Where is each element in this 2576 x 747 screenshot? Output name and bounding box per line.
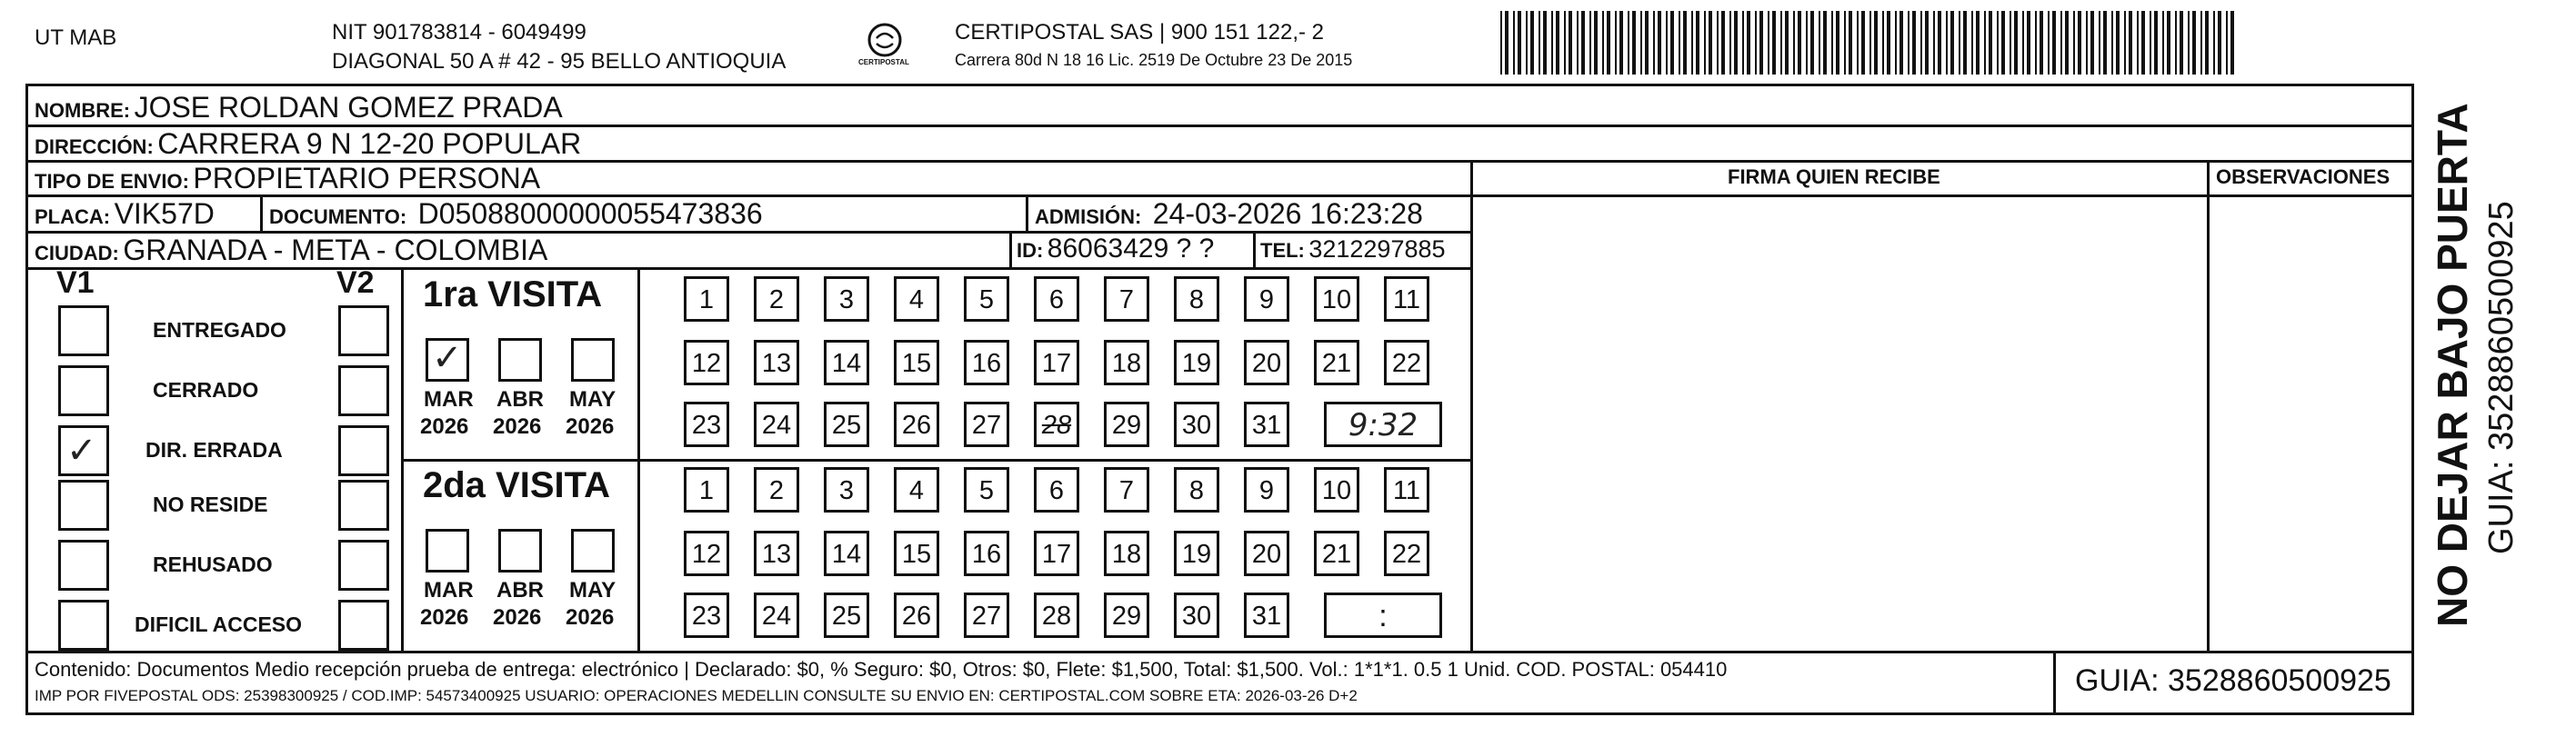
ciudad-row <box>35 234 547 267</box>
day-box[interactable]: 4 <box>894 276 939 322</box>
barcode-bar <box>1908 11 1909 75</box>
barcode-bar <box>1861 11 1865 75</box>
barcode-bar <box>2188 11 2190 75</box>
company-nit: NIT 901783814 - 6049499 <box>332 20 586 45</box>
id-value: 86063429 ? ? <box>1047 234 1215 264</box>
barcode-bar <box>1772 11 1776 75</box>
barcode-bar <box>1691 11 1693 75</box>
carrier-address: Carrera 80d N 18 16 Lic. 2519 De Octubre 23 De 2015 <box>955 51 1353 69</box>
documento-label: DOCUMENTO: <box>269 205 407 228</box>
barcode-bar <box>1976 11 1980 75</box>
v1-check-mark: ✓ <box>66 430 97 472</box>
barcode-bar <box>2137 11 2139 75</box>
barcode-bar <box>2048 11 2050 75</box>
barcode-bar <box>2078 11 2081 75</box>
month-checkbox[interactable] <box>426 338 469 382</box>
barcode-bar <box>2180 11 2183 75</box>
barcode-bar <box>1569 11 1572 75</box>
barcode-bar <box>1513 11 1515 75</box>
logo-text: CERTIPOSTAL <box>858 58 909 66</box>
barcode-bar <box>1619 11 1623 75</box>
status-option-label: CERRADO <box>153 378 259 402</box>
month-check-mark: ✓ <box>432 337 463 379</box>
ciudad-value: GRANADA - META - COLOMBIA <box>123 234 548 266</box>
barcode-bar <box>1679 11 1680 75</box>
month-checkbox[interactable] <box>571 529 615 573</box>
barcode-bar <box>1717 11 1719 75</box>
barcode-bar <box>1912 11 1916 75</box>
year-label: 2026 <box>493 414 542 439</box>
footer-content: Contenido: Documentos Medio recepción prueba de entrega: electrónico | Declarado: $0, % Seguro: $0, Otros: $0, Flete: $1,500, Total: $1,500. Vol.: 1*1*1. 0.5 1 Unid. COD. POSTAL: 054410 <box>35 658 1728 681</box>
barcode-bar <box>1768 11 1769 75</box>
v1-checkbox[interactable] <box>58 540 109 591</box>
barcode-bar <box>1670 11 1674 75</box>
barcode-bar <box>1989 11 1992 75</box>
status-option-label: ENTREGADO <box>153 318 286 342</box>
barcode-bar <box>1551 11 1553 75</box>
barcode-bar <box>1933 11 1935 75</box>
barcode-bar <box>1882 11 1884 75</box>
barcode-bar <box>2129 11 2132 75</box>
direccion-label: DIRECCIÓN: <box>35 135 154 158</box>
barcode-bar <box>2150 11 2151 75</box>
month-label: ABR <box>496 578 544 603</box>
month-checkbox[interactable] <box>426 529 469 573</box>
second-visit-title: 2da VISITA <box>423 465 610 505</box>
day-box[interactable]: 16 <box>964 340 1009 385</box>
barcode-bar <box>2052 11 2056 75</box>
documento-row <box>269 197 763 231</box>
day-box[interactable]: 26 <box>894 402 939 447</box>
barcode-bar <box>1755 11 1757 75</box>
day-box[interactable]: 7 <box>1104 467 1149 513</box>
barcode-bar <box>1759 11 1763 75</box>
day-box[interactable]: 2 <box>754 276 799 322</box>
month-checkbox[interactable] <box>498 529 542 573</box>
day-box[interactable]: 25 <box>824 402 869 447</box>
barcode-bar <box>1658 11 1661 75</box>
status-option-label: REHUSADO <box>153 553 273 576</box>
day-box[interactable]: 10 <box>1314 467 1359 513</box>
day-box[interactable]: 6 <box>1034 276 1079 322</box>
barcode-bar <box>2154 11 2158 75</box>
day-box[interactable]: 10 <box>1314 276 1359 322</box>
barcode-bar <box>1785 11 1789 75</box>
day-box[interactable]: 21 <box>1314 340 1359 385</box>
nombre-row <box>35 91 563 124</box>
id-label: ID: <box>1017 239 1044 262</box>
v1-checkbox[interactable] <box>58 480 109 531</box>
barcode-bar <box>1696 11 1699 75</box>
year-label: 2026 <box>493 605 542 630</box>
status-option-label: DIR. ERRADA <box>145 438 283 462</box>
month-label: MAR <box>424 578 474 603</box>
month-label: MAY <box>569 387 616 412</box>
barcode-bar <box>1887 11 1890 75</box>
admision-row <box>1035 197 1423 231</box>
day-box[interactable]: 13 <box>754 340 799 385</box>
first-visit-time[interactable]: 9:32 <box>1324 402 1442 447</box>
company-address: DIAGONAL 50 A # 42 - 95 BELLO ANTIOQUIA <box>332 49 787 74</box>
admision-value: 24-03-2026 16:23:28 <box>1152 197 1423 230</box>
footer-print-info: IMP POR FIVEPOSTAL ODS: 25398300925 / COD.IMP: 54573400925 USUARIO: OPERACIONES MEDELLIN CONSULTE SU ENVIO EN: CERTIPOSTAL.COM SOBRE ETA: 2026-03-26 D+2 <box>35 687 1358 704</box>
nombre-value: JOSE ROLDAN GOMEZ PRADA <box>134 91 563 124</box>
barcode-bar <box>2111 11 2113 75</box>
barcode-bar <box>1683 11 1687 75</box>
day-box[interactable]: 17 <box>1034 340 1079 385</box>
barcode-bar <box>1938 11 1941 75</box>
barcode-bar <box>1577 11 1579 75</box>
barcode-bar <box>1729 11 1731 75</box>
tipo-envio-label: TIPO DE ENVIO: <box>35 170 189 193</box>
barcode-bar <box>1645 11 1649 75</box>
day-box[interactable]: 17 <box>1034 531 1079 576</box>
day-box[interactable]: 2 <box>754 467 799 513</box>
day-box[interactable]: 9 <box>1244 467 1289 513</box>
barcode-bar <box>1844 11 1846 75</box>
day-box[interactable]: 23 <box>684 593 729 638</box>
barcode-bar <box>2040 11 2043 75</box>
day-box[interactable]: 23 <box>684 402 729 447</box>
barcode-bar <box>2162 11 2164 75</box>
day-box[interactable]: 22 <box>1384 531 1429 576</box>
day-box[interactable]: 27 <box>964 593 1009 638</box>
barcode-bar <box>1602 11 1604 75</box>
barcode-bar <box>1874 11 1878 75</box>
barcode <box>1500 11 2241 75</box>
v1-checkbox[interactable] <box>58 425 109 476</box>
month-checkbox[interactable] <box>498 338 542 382</box>
day-box[interactable]: 3 <box>824 276 869 322</box>
barcode-bar <box>2124 11 2126 75</box>
barcode-bar <box>2205 11 2209 75</box>
day-box[interactable]: 26 <box>894 593 939 638</box>
barcode-bar <box>2027 11 2030 75</box>
firma-label: FIRMA QUIEN RECIBE <box>1728 165 1940 188</box>
barcode-bar <box>1709 11 1712 75</box>
barcode-bar <box>2022 11 2024 75</box>
placa-label: PLACA: <box>35 205 111 228</box>
placa-value: VIK57D <box>114 197 215 230</box>
barcode-bar <box>2086 11 2088 75</box>
day-box[interactable]: 18 <box>1104 340 1149 385</box>
day-box[interactable]: 18 <box>1104 531 1149 576</box>
barcode-bar <box>2218 11 2221 75</box>
day-box[interactable]: 11 <box>1384 276 1429 322</box>
v1-checkbox[interactable] <box>58 600 109 651</box>
barcode-bar <box>1628 11 1629 75</box>
barcode-bar <box>1742 11 1744 75</box>
ciudad-label: CIUDAD: <box>35 242 119 264</box>
day-box[interactable]: 7 <box>1104 276 1149 322</box>
day-box[interactable]: 6 <box>1034 467 1079 513</box>
day-box[interactable]: 11 <box>1384 467 1429 513</box>
barcode-bar <box>1920 11 1922 75</box>
side-guia: GUIA: 3528860500925 <box>2482 201 2521 554</box>
day-box[interactable]: 31 <box>1244 593 1289 638</box>
day-box[interactable]: 30 <box>1174 593 1219 638</box>
barcode-bar <box>1997 11 1999 75</box>
day-box[interactable]: 24 <box>754 593 799 638</box>
barcode-bar <box>2035 11 2037 75</box>
barcode-bar <box>1946 11 1948 75</box>
direccion-value: CARRERA 9 N 12-20 POPULAR <box>157 127 582 160</box>
barcode-bar <box>1793 11 1795 75</box>
barcode-bar <box>1734 11 1738 75</box>
barcode-bar <box>1747 11 1750 75</box>
barcode-bar <box>1640 11 1642 75</box>
barcode-bar <box>1589 11 1591 75</box>
day-box[interactable]: 13 <box>754 531 799 576</box>
barcode-bar <box>1594 11 1598 75</box>
status-option-label: NO RESIDE <box>153 493 268 516</box>
month-label: MAY <box>569 578 616 603</box>
barcode-bar <box>1556 11 1559 75</box>
v1-checkbox[interactable] <box>58 305 109 356</box>
day-box[interactable]: 12 <box>684 340 729 385</box>
day-box[interactable]: 5 <box>964 467 1009 513</box>
direccion-row <box>35 127 581 161</box>
barcode-bar <box>2010 11 2011 75</box>
barcode-bar <box>2060 11 2062 75</box>
tipo-envio-row <box>35 162 540 195</box>
day-box[interactable]: 12 <box>684 531 729 576</box>
year-label: 2026 <box>566 414 615 439</box>
barcode-bar <box>2167 11 2170 75</box>
month-checkbox[interactable] <box>571 338 615 382</box>
second-visit-time[interactable]: : <box>1324 593 1442 638</box>
v2-label: V2 <box>336 265 375 300</box>
barcode-bar <box>1823 11 1827 75</box>
nombre-label: NOMBRE: <box>35 99 131 122</box>
v2-checkbox[interactable] <box>338 365 389 416</box>
barcode-bar <box>2116 11 2120 75</box>
barcode-bar <box>2141 11 2145 75</box>
barcode-bar <box>1963 11 1967 75</box>
day-box[interactable]: 30 <box>1174 402 1219 447</box>
status-option-label: DIFICIL ACCESO <box>135 613 303 636</box>
barcode-bar <box>2226 11 2228 75</box>
tel-value: 3212297885 <box>1308 235 1446 263</box>
v2-checkbox[interactable] <box>338 425 389 476</box>
day-box[interactable]: 16 <box>964 531 1009 576</box>
barcode-bar <box>1798 11 1801 75</box>
day-box[interactable]: 3 <box>824 467 869 513</box>
barcode-bar <box>1721 11 1725 75</box>
first-visit-title: 1ra VISITA <box>423 274 603 314</box>
tel-label: TEL: <box>1260 239 1305 262</box>
admision-label: ADMISIÓN: <box>1035 205 1142 228</box>
day-box[interactable]: 9 <box>1244 276 1289 322</box>
barcode-bar <box>1704 11 1706 75</box>
barcode-bar <box>2099 11 2100 75</box>
barcode-bar <box>1543 11 1547 75</box>
barcode-bar <box>1806 11 1808 75</box>
barcode-bar <box>2065 11 2069 75</box>
day-box[interactable]: 5 <box>964 276 1009 322</box>
barcode-bar <box>2200 11 2202 75</box>
footer-guia: GUIA: 3528860500925 <box>2075 663 2391 698</box>
barcode-bar <box>1819 11 1820 75</box>
barcode-bar <box>1539 11 1540 75</box>
day-box[interactable]: 27 <box>964 402 1009 447</box>
barcode-bar <box>1857 11 1859 75</box>
tel-row <box>1260 235 1446 264</box>
barcode-bar <box>1984 11 1986 75</box>
tipo-envio-value: PROPIETARIO PERSONA <box>193 162 541 194</box>
barcode-bar <box>1971 11 1973 75</box>
day-box[interactable]: 24 <box>754 402 799 447</box>
barcode-bar <box>1530 11 1534 75</box>
barcode-bar <box>1895 11 1897 75</box>
v2-checkbox[interactable] <box>338 305 389 356</box>
side-warning: NO DEJAR BAJO PUERTA <box>2429 103 2476 627</box>
barcode-bar <box>1526 11 1528 75</box>
barcode-bar <box>2090 11 2094 75</box>
day-box[interactable]: 8 <box>1174 276 1219 322</box>
day-box[interactable]: 28 <box>1034 402 1079 447</box>
barcode-bar <box>2014 11 2018 75</box>
month-label: MAR <box>424 387 474 412</box>
barcode-bar <box>1959 11 1960 75</box>
barcode-bar <box>2175 11 2177 75</box>
barcode-bar <box>1899 11 1903 75</box>
barcode-bar <box>1849 11 1852 75</box>
year-label: 2026 <box>420 605 469 630</box>
day-box[interactable]: 25 <box>824 593 869 638</box>
barcode-bar <box>1925 11 1929 75</box>
barcode-bar <box>1505 11 1509 75</box>
observaciones-label: OBSERVACIONES <box>2216 165 2391 188</box>
company-short: UT MAB <box>35 25 117 50</box>
barcode-bar <box>2230 11 2234 75</box>
barcode-bar <box>1632 11 1636 75</box>
barcode-bar <box>1666 11 1668 75</box>
v2-checkbox[interactable] <box>338 480 389 531</box>
barcode-bar <box>2192 11 2196 75</box>
day-box[interactable]: 29 <box>1104 402 1149 447</box>
barcode-bar <box>1615 11 1617 75</box>
day-box[interactable]: 1 <box>684 467 729 513</box>
day-box[interactable]: 15 <box>894 340 939 385</box>
carrier-name: CERTIPOSTAL SAS | 900 151 122,- 2 <box>955 20 1324 45</box>
barcode-bar <box>1607 11 1610 75</box>
day-box[interactable]: 4 <box>894 467 939 513</box>
barcode-bar <box>1518 11 1521 75</box>
id-row <box>1017 234 1214 264</box>
year-label: 2026 <box>420 414 469 439</box>
barcode-bar <box>1581 11 1585 75</box>
day-box[interactable]: 8 <box>1174 467 1219 513</box>
barcode-bar <box>2073 11 2075 75</box>
barcode-bar <box>1653 11 1655 75</box>
barcode-bar <box>1780 11 1782 75</box>
day-box[interactable]: 1 <box>684 276 729 322</box>
day-box[interactable]: 20 <box>1244 340 1289 385</box>
barcode-bar <box>1869 11 1871 75</box>
day-box[interactable]: 14 <box>824 340 869 385</box>
day-box[interactable]: 15 <box>894 531 939 576</box>
barcode-bar <box>1836 11 1839 75</box>
day-box[interactable]: 19 <box>1174 340 1219 385</box>
day-box[interactable]: 19 <box>1174 531 1219 576</box>
year-label: 2026 <box>566 605 615 630</box>
placa-row <box>35 197 215 231</box>
barcode-bar <box>1831 11 1833 75</box>
v1-checkbox[interactable] <box>58 365 109 416</box>
v1-label: V1 <box>56 265 95 300</box>
barcode-bar <box>1810 11 1814 75</box>
day-box[interactable]: 22 <box>1384 340 1429 385</box>
barcode-bar <box>1500 11 1502 75</box>
barcode-bar <box>1950 11 1954 75</box>
barcode-bar <box>2213 11 2215 75</box>
v2-checkbox[interactable] <box>338 600 389 651</box>
day-box[interactable]: 29 <box>1104 593 1149 638</box>
barcode-bar <box>1564 11 1566 75</box>
certipostal-logo <box>857 20 913 75</box>
barcode-bar <box>2001 11 2005 75</box>
barcode-bar <box>2103 11 2107 75</box>
day-box[interactable]: 20 <box>1244 531 1289 576</box>
month-label: ABR <box>496 387 544 412</box>
day-box[interactable]: 28 <box>1034 593 1079 638</box>
documento-value: D05088000000055473836 <box>417 197 763 230</box>
day-box[interactable]: 31 <box>1244 402 1289 447</box>
v2-checkbox[interactable] <box>338 540 389 591</box>
day-box[interactable]: 21 <box>1314 531 1359 576</box>
day-box[interactable]: 14 <box>824 531 869 576</box>
